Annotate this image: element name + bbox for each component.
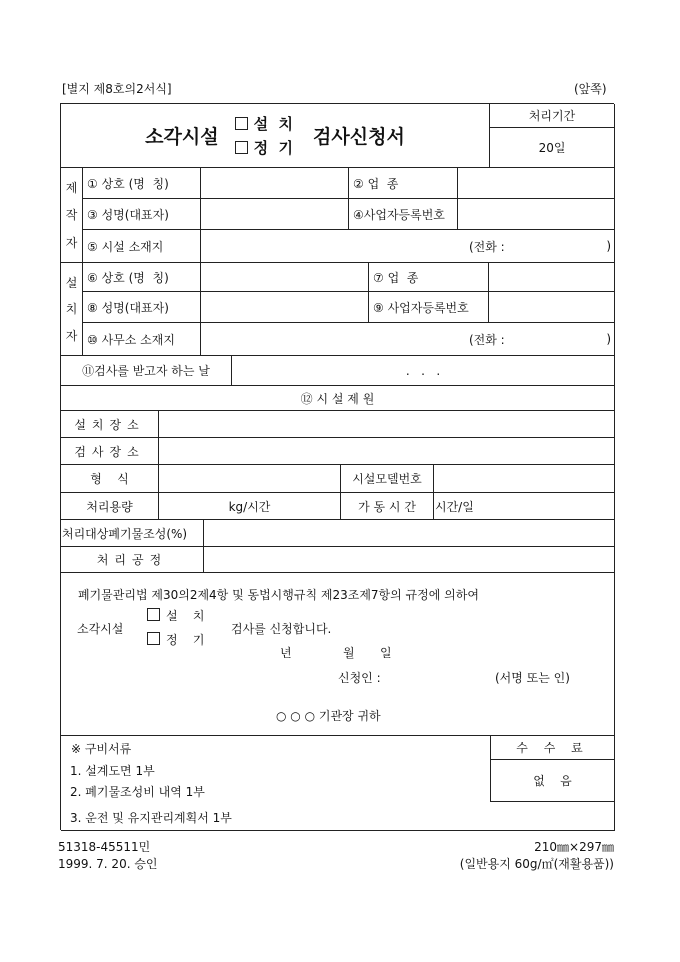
checkbox-icon[interactable] <box>147 632 160 645</box>
mfr-rep-label: ③ 성명(대표자) <box>83 199 201 230</box>
inspection-date-field[interactable]: . . . <box>232 356 615 386</box>
signature-label: (서명 또는 인) <box>495 671 570 685</box>
mfr-business-field[interactable] <box>458 168 615 199</box>
day-label: 일 <box>380 646 392 660</box>
specs-title: ⑫ 시 설 제 원 <box>61 386 615 411</box>
inst-rep-field[interactable] <box>201 292 369 323</box>
month-label: 월 <box>343 646 355 660</box>
model-field[interactable] <box>434 465 615 493</box>
inst-rep-label: ⑧ 성명(대표자) <box>83 292 201 323</box>
hours-field[interactable]: 시간/일 <box>434 493 615 520</box>
title-option-regular[interactable]: 정 기 <box>235 136 293 160</box>
documents-title: ※ 구비서류 <box>71 742 132 756</box>
inst-regno-label: ⑨ 사업자등록번호 <box>369 292 489 323</box>
recipient: ○ ○ ○ 기관장 귀하 <box>276 709 381 723</box>
year-label: 년 <box>280 646 292 660</box>
installer-side-label <box>61 263 83 356</box>
type-field[interactable] <box>159 465 341 493</box>
phone-label: (전화 : <box>469 239 505 254</box>
side-char: 설 <box>65 275 78 290</box>
capacity-field[interactable]: kg/시간 <box>159 493 341 520</box>
approval-date: 1999. 7. 20. 승인 <box>58 857 158 871</box>
fee-label: 수 수 료 <box>490 736 615 760</box>
option-install[interactable]: 설 치 <box>147 607 204 624</box>
composition-label: 처리대상폐기물조성(%) <box>61 520 204 547</box>
hours-label: 가 동 시 간 <box>341 493 434 520</box>
install-place-label: 설치장소 <box>61 411 159 438</box>
capacity-label: 처리용량 <box>61 493 159 520</box>
checkbox-icon[interactable] <box>235 117 248 130</box>
phone-close: ) <box>606 239 611 253</box>
fee-value: 없 음 <box>490 760 615 802</box>
inst-name-label: ⑥ 상호 (명 칭) <box>83 263 201 292</box>
process-label: 처리공정 <box>61 547 204 573</box>
form-title <box>61 104 490 168</box>
inspection-date-label: ⑪검사를 받고자 하는 날 <box>61 356 232 386</box>
mfr-business-label: ② 업 종 <box>349 168 458 199</box>
title-left: 소각시설 <box>145 126 219 148</box>
mfr-name-label: ① 상호 (명 칭) <box>83 168 201 199</box>
type-label: 형 식 <box>61 465 159 493</box>
inst-business-label: ⑦ 업 종 <box>369 263 489 292</box>
inst-addr-field[interactable] <box>201 323 615 356</box>
manufacturer-side-label <box>61 168 83 263</box>
checkbox-icon[interactable] <box>147 608 160 621</box>
request-text: 검사를 신청합니다. <box>231 622 332 636</box>
document-item: 2. 폐기물조성비 내역 1부 <box>70 785 205 799</box>
side-char: 자 <box>65 235 78 250</box>
model-label: 시설모델번호 <box>341 465 434 493</box>
side-char: 작 <box>65 208 78 223</box>
inspect-place-field[interactable] <box>159 438 615 465</box>
mfr-name-field[interactable] <box>201 168 349 199</box>
inst-regno-field[interactable] <box>489 292 615 323</box>
processing-period-label: 처리기간 <box>490 104 615 128</box>
facility-label: 소각시설 <box>77 622 124 636</box>
phone-label: (전화 : <box>469 332 505 347</box>
side-char: 치 <box>65 302 78 317</box>
front-side-label: (앞쪽) <box>574 82 607 96</box>
process-field[interactable] <box>204 547 615 573</box>
mfr-regno-label: ④사업자등록번호 <box>349 199 458 230</box>
document-item: 3. 운전 및 유지관리계획서 1부 <box>70 811 232 825</box>
option-regular[interactable]: 정 기 <box>147 631 204 648</box>
inst-name-field[interactable] <box>201 263 369 292</box>
document-item: 1. 설계도면 1부 <box>70 764 155 778</box>
form-number: [별지 제8호의2서식] <box>62 82 172 96</box>
paper-size: 210㎜×297㎜ <box>534 840 614 854</box>
processing-period-value: 20일 <box>490 128 615 168</box>
install-place-field[interactable] <box>159 411 615 438</box>
side-char: 제 <box>65 181 78 196</box>
form-code: 51318-45511민 <box>58 840 151 854</box>
title-option-install[interactable]: 설 치 <box>235 112 293 136</box>
mfr-addr-label: ⑤ 시설 소재지 <box>83 230 201 263</box>
mfr-rep-field[interactable] <box>201 199 349 230</box>
phone-close: ) <box>606 332 611 346</box>
side-char: 자 <box>65 329 78 344</box>
paper-type: (일반용지 60g/㎡(재활용품)) <box>459 857 614 871</box>
applicant-label: 신청인 : <box>338 671 381 685</box>
inst-business-field[interactable] <box>489 263 615 292</box>
mfr-regno-field[interactable] <box>458 199 615 230</box>
inst-addr-label: ⑩ 사무소 소재지 <box>83 323 201 356</box>
mfr-addr-field[interactable] <box>201 230 615 263</box>
checkbox-icon[interactable] <box>235 141 248 154</box>
inspect-place-label: 검사장소 <box>61 438 159 465</box>
title-right: 검사신청서 <box>313 126 405 148</box>
composition-field[interactable] <box>204 520 615 547</box>
law-reference: 폐기물관리법 제30의2제4항 및 동법시행규칙 제23조제7항의 규정에 의하여 <box>78 588 479 602</box>
